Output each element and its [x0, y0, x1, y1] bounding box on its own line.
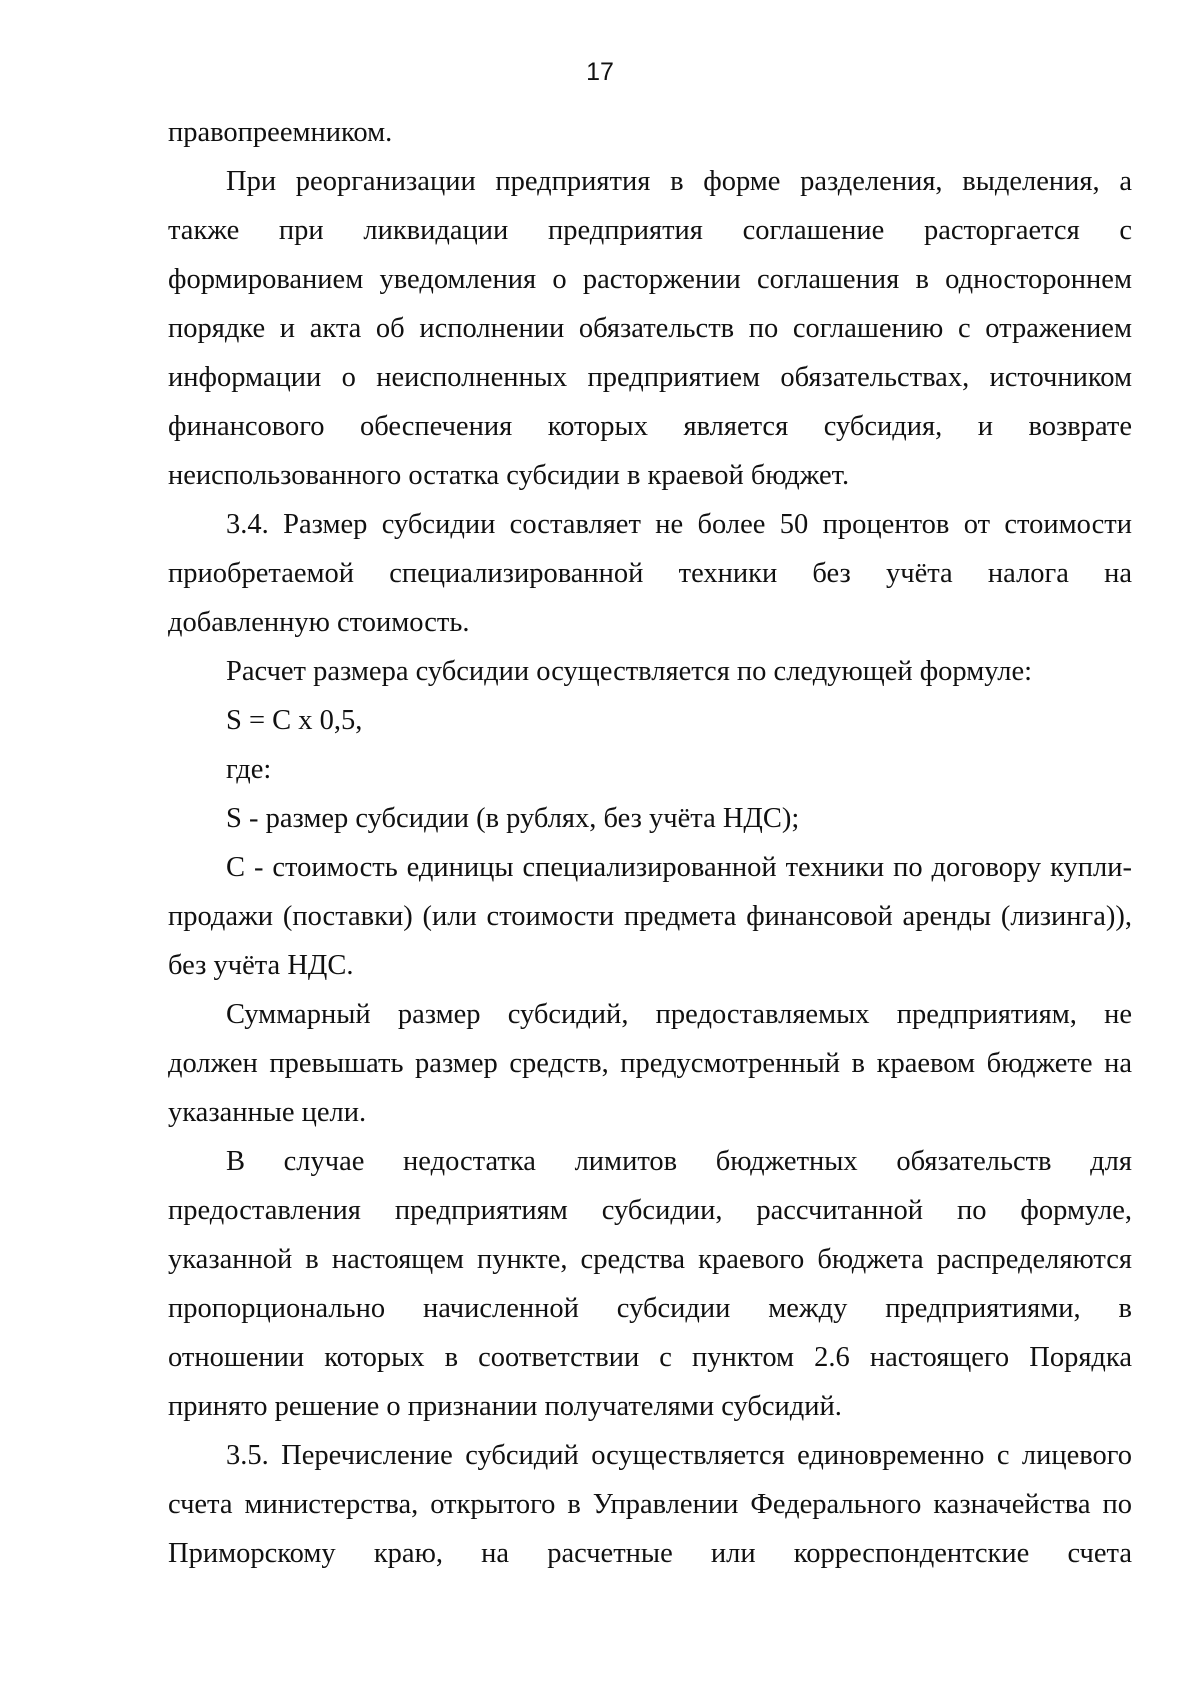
- page-number: 17: [586, 58, 614, 86]
- text-line: порядке и акта об исполнении обязательств по соглашению с отражением: [168, 313, 1132, 344]
- text-line: S = C x 0,5,: [226, 705, 363, 736]
- text-line: добавленную стоимость.: [168, 607, 470, 638]
- document-body: [168, 108, 1132, 1578]
- text-line: 3.4. Размер субсидии составляет не более 50 процентов от стоимости: [226, 509, 1132, 540]
- text-line: Суммарный размер субсидий, предоставляемых предприятиям, не: [226, 999, 1132, 1030]
- text-line: предоставления предприятиям субсидии, рассчитанной по формуле,: [168, 1195, 1132, 1226]
- text-line: также при ликвидации предприятия соглашение расторгается с: [168, 215, 1132, 246]
- text-line: С - стоимость единицы специализированной техники по договору купли-: [226, 852, 1132, 883]
- text-line: правопреемником.: [168, 117, 393, 148]
- text-line: Приморскому краю, на расчетные или корреспондентские счета: [168, 1538, 1132, 1569]
- text-line: информации о неисполненных предприятием обязательствах, источником: [168, 362, 1132, 393]
- text-line: 3.5. Перечисление субсидий осуществляется единовременно с лицевого: [226, 1440, 1132, 1471]
- text-line: указанной в настоящем пункте, средства краевого бюджета распределяются: [168, 1244, 1132, 1275]
- text-line: принято решение о признании получателями субсидий.: [168, 1391, 842, 1422]
- text-line: финансового обеспечения которых является субсидия, и возврате: [168, 411, 1132, 442]
- text-line: В случае недостатка лимитов бюджетных обязательств для: [226, 1146, 1132, 1177]
- text-line: где:: [226, 754, 272, 785]
- text-line: При реорганизации предприятия в форме разделения, выделения, а: [226, 166, 1132, 197]
- text-line: приобретаемой специализированной техники без учёта налога на: [168, 558, 1132, 589]
- text-line: указанные цели.: [168, 1097, 367, 1128]
- text-line: продажи (поставки) (или стоимости предмета финансовой аренды (лизинга)),: [168, 901, 1132, 932]
- text-line: S - размер субсидии (в рублях, без учёта НДС);: [226, 803, 800, 834]
- text-line: пропорционально начисленной субсидии между предприятиями, в: [168, 1293, 1132, 1324]
- text-line: счета министерства, открытого в Управлении Федерального казначейства по: [168, 1489, 1132, 1520]
- text-line: отношении которых в соответствии с пунктом 2.6 настоящего Порядка: [168, 1342, 1132, 1373]
- text-line: Расчет размера субсидии осуществляется по следующей формуле:: [226, 656, 1033, 687]
- text-line: без учёта НДС.: [168, 950, 354, 981]
- text-line: неиспользованного остатка субсидии в краевой бюджет.: [168, 460, 850, 491]
- text-line: должен превышать размер средств, предусмотренный в краевом бюджете на: [168, 1048, 1132, 1079]
- text-line: формированием уведомления о расторжении соглашения в одностороннем: [168, 264, 1132, 295]
